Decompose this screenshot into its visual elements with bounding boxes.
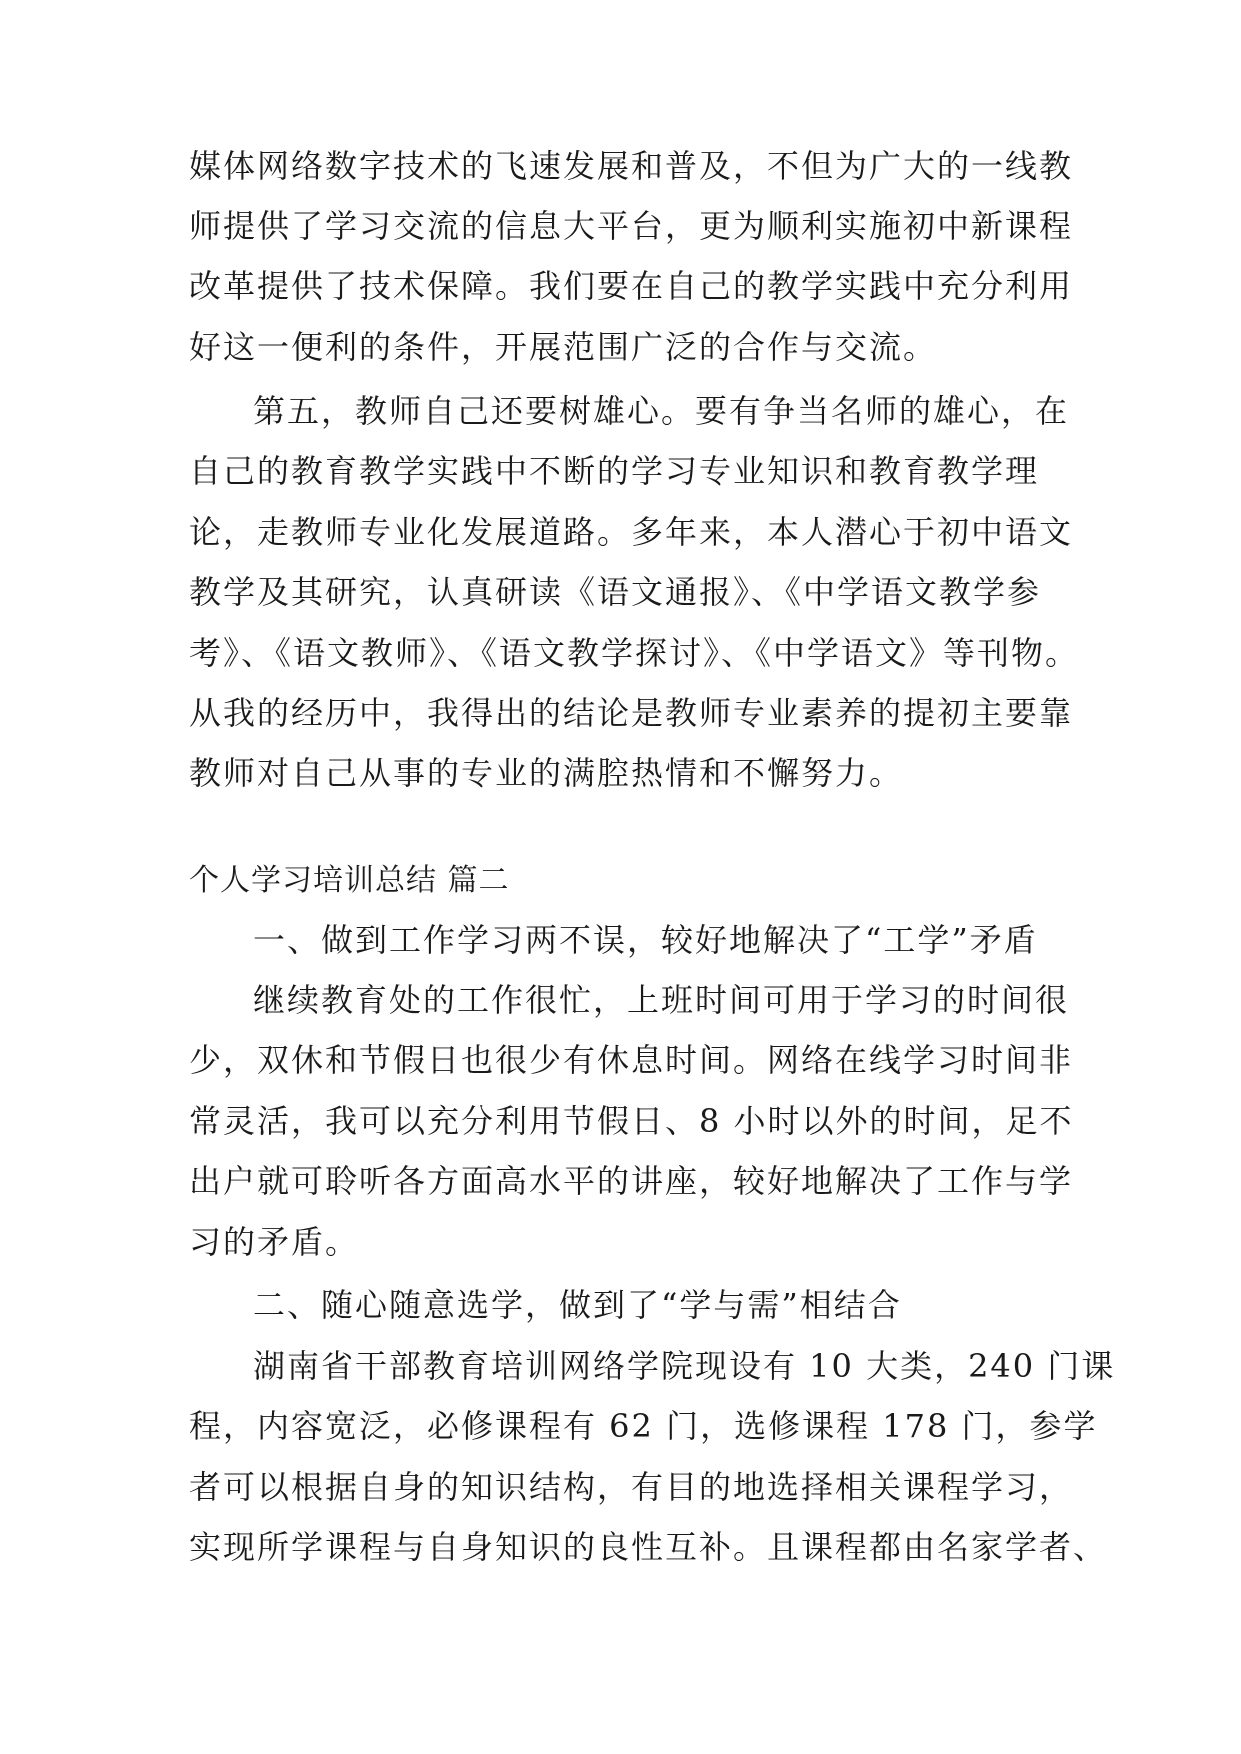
paragraph-4-line-3: 者可以根据自身的知识结构，有目的地选择相关课程学习， bbox=[189, 1468, 1074, 1506]
item-1-heading: 一、做到工作学习两不误，较好地解决了“工学”矛盾 bbox=[253, 921, 1038, 959]
paragraph-3-line-3: 常灵活，我可以充分利用节假日、8 小时以外的时间，足不 bbox=[189, 1102, 1074, 1140]
paragraph-2-line-6: 从我的经历中，我得出的结论是教师专业素养的提初主要靠 bbox=[189, 694, 1074, 732]
paragraph-2-line-4: 教学及其研究，认真研读《语文通报》、《中学语文教学参 bbox=[189, 573, 1042, 611]
paragraph-1-line-2: 师提供了学习交流的信息大平台，更为顺利实施初中新课程 bbox=[189, 207, 1074, 245]
section-heading: 个人学习培训总结 篇二 bbox=[189, 863, 510, 898]
paragraph-1-line-3: 改革提供了技术保障。我们要在自己的教学实践中充分利用 bbox=[189, 267, 1074, 305]
paragraph-2-line-7: 教师对自己从事的专业的满腔热情和不懈努力。 bbox=[189, 754, 904, 792]
paragraph-2-line-2: 自己的教育教学实践中不断的学习专业知识和教育教学理 bbox=[189, 452, 1040, 490]
paragraph-3-line-2: 少，双休和节假日也很少有休息时间。网络在线学习时间非 bbox=[189, 1041, 1074, 1079]
paragraph-1-line-1: 媒体网络数字技术的飞速发展和普及，不但为广大的一线教 bbox=[189, 147, 1074, 185]
paragraph-3-line-5: 习的矛盾。 bbox=[189, 1223, 360, 1261]
paragraph-4-line-2: 程，内容宽泛，必修课程有 62 门，选修课程 178 门，参学 bbox=[189, 1407, 1098, 1445]
paragraph-2-line-5: 考》、《语文教师》、《语文教学探讨》、《中学语文》等刊物。 bbox=[189, 634, 1080, 672]
paragraph-4-line-1: 湖南省干部教育培训网络学院现设有 10 大类，240 门课 bbox=[253, 1347, 1116, 1385]
item-2-heading: 二、随心随意选学，做到了“学与需”相结合 bbox=[253, 1286, 902, 1324]
paragraph-1-line-4: 好这一便利的条件，开展范围广泛的合作与交流。 bbox=[189, 328, 938, 366]
paragraph-4-line-4: 实现所学课程与自身知识的良性互补。且课程都由名家学者、 bbox=[189, 1528, 1108, 1566]
paragraph-2-line-1: 第五，教师自己还要树雄心。要有争当名师的雄心，在 bbox=[253, 392, 1070, 430]
paragraph-2-line-3: 论，走教师专业化发展道路。多年来，本人潜心于初中语文 bbox=[189, 513, 1074, 551]
paragraph-3-line-4: 出户就可聆听各方面高水平的讲座，较好地解决了工作与学 bbox=[189, 1162, 1074, 1200]
paragraph-3-line-1: 继续教育处的工作很忙，上班时间可用于学习的时间很 bbox=[253, 981, 1070, 1019]
